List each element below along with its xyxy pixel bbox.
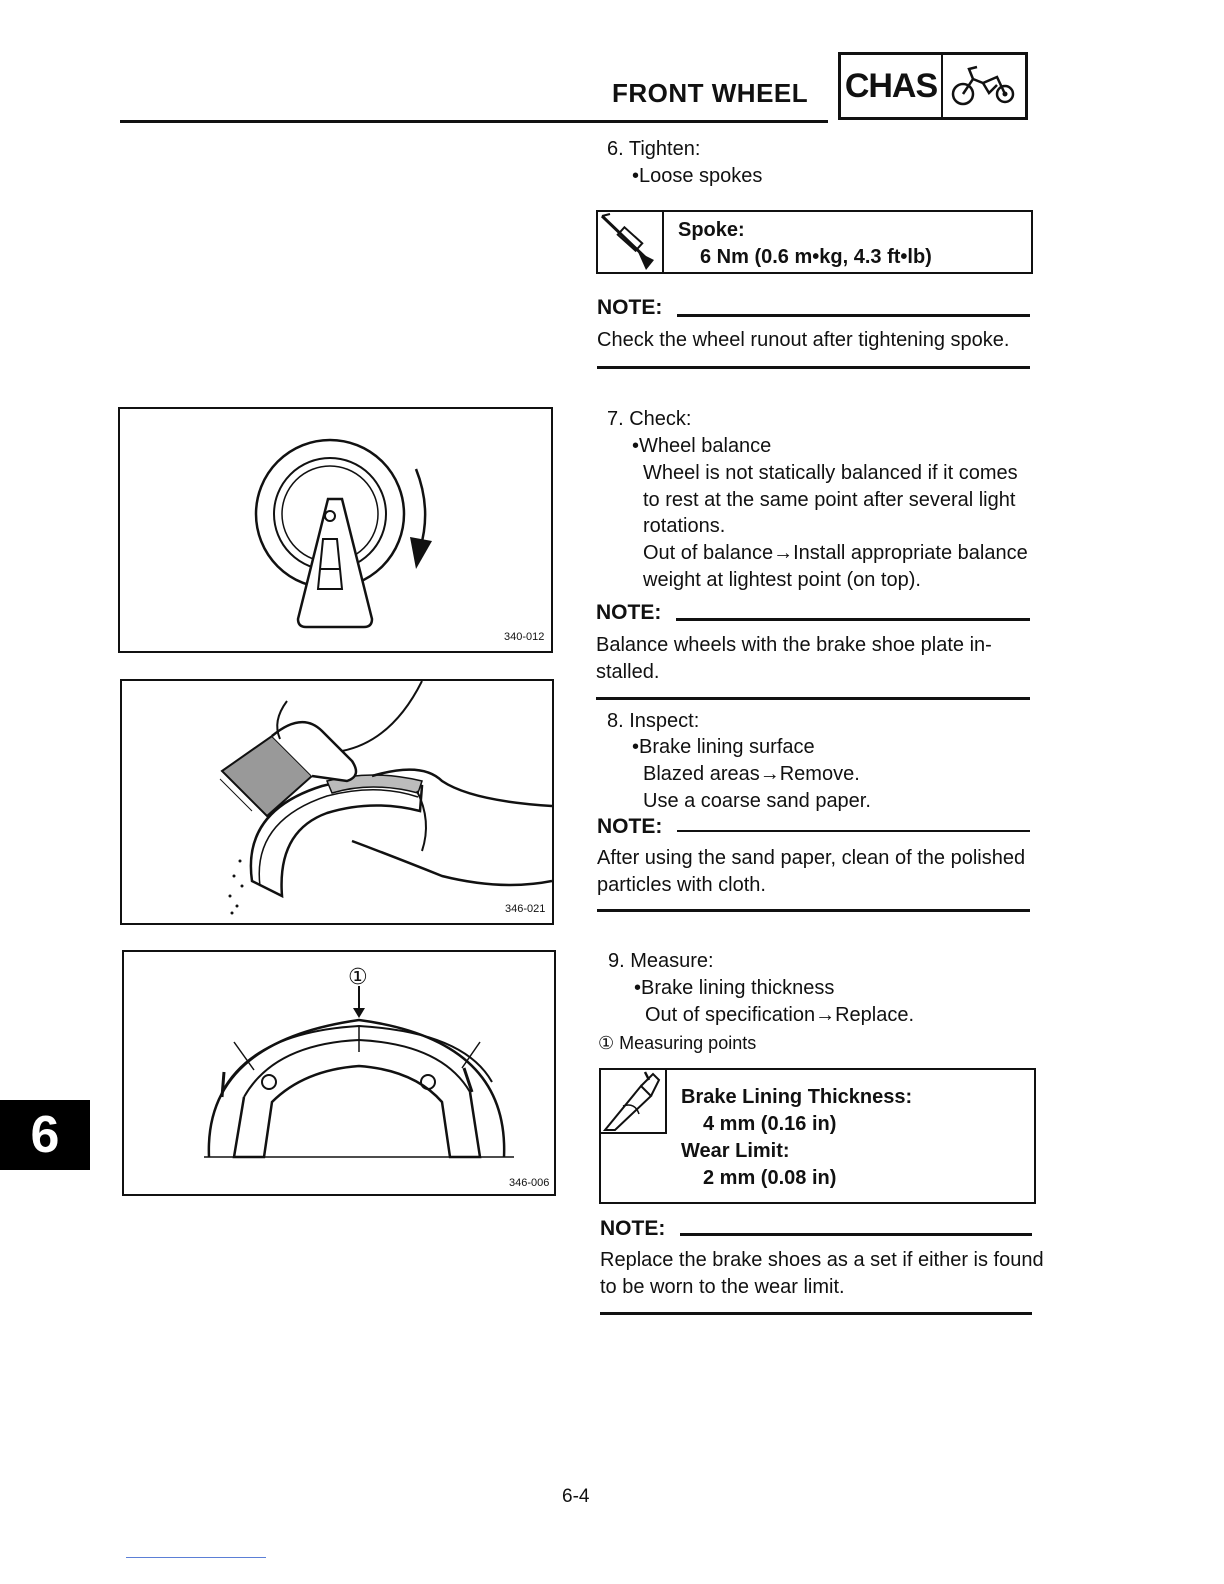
lining-thickness-label: Brake Lining Thickness: bbox=[681, 1086, 913, 1108]
step-7-body-line: Wheel is not statically balanced if it comes bbox=[643, 462, 1018, 484]
step-7-heading: 7. Check: bbox=[607, 408, 692, 430]
note-text: particles with cloth. bbox=[597, 874, 766, 896]
chapter-code: CHAS bbox=[841, 55, 943, 117]
chapter-code-box bbox=[838, 52, 1028, 120]
step-9-body-line: Out of specification→Replace. bbox=[645, 1004, 915, 1026]
header-rule bbox=[120, 120, 828, 123]
step-8-heading: 8. Inspect: bbox=[607, 710, 700, 732]
step-7-body-line: weight at lightest point (on top). bbox=[643, 569, 921, 591]
note-text: to be worn to the wear limit. bbox=[600, 1276, 845, 1298]
wheel-balance-illustration bbox=[120, 409, 551, 651]
note-text: stalled. bbox=[596, 661, 660, 683]
measuring-points-legend: ① Measuring points bbox=[598, 1033, 757, 1053]
step-9-bullet: •Brake lining thickness bbox=[634, 977, 835, 999]
step-7-body-line: to rest at the same point after several light bbox=[643, 489, 1016, 511]
spoke-spec-value: 6 Nm (0.6 m•kg, 4.3 ft•lb) bbox=[700, 246, 932, 268]
motorcycle-icon bbox=[943, 55, 1025, 117]
figure-code: 346-006 bbox=[509, 1177, 550, 1189]
page-number: 6-4 bbox=[562, 1486, 590, 1507]
note-rule bbox=[677, 830, 1030, 832]
figure-code: 346-021 bbox=[505, 903, 546, 915]
note-text: After using the sand paper, clean of the polished bbox=[597, 847, 1026, 869]
lining-thickness-value: 4 mm (0.16 in) bbox=[703, 1113, 837, 1135]
note-label: NOTE: bbox=[600, 1217, 666, 1240]
step-7-bullet: •Wheel balance bbox=[632, 435, 772, 457]
torque-wrench-icon bbox=[598, 212, 664, 274]
step-7-body-line: Out of balance→Install appropriate balance bbox=[643, 542, 1028, 564]
step-9-heading: 9. Measure: bbox=[608, 950, 714, 972]
step-6-bullet: •Loose spokes bbox=[632, 165, 763, 187]
note-rule bbox=[677, 314, 1030, 317]
step-6-heading: 6. Tighten: bbox=[607, 138, 701, 160]
brake-shoe-measuring-illustration bbox=[124, 952, 554, 1194]
brake-lining-spec-box bbox=[599, 1068, 1036, 1204]
caliper-icon bbox=[601, 1070, 667, 1134]
note-label: NOTE: bbox=[597, 815, 663, 838]
sanding-brake-shoe-illustration bbox=[122, 681, 552, 923]
section-divider bbox=[596, 697, 1030, 700]
section-divider bbox=[597, 909, 1030, 912]
note-label: NOTE: bbox=[597, 296, 663, 319]
step-7-body-line: rotations. bbox=[643, 515, 726, 537]
wear-limit-value: 2 mm (0.08 in) bbox=[703, 1167, 837, 1189]
section-divider bbox=[600, 1312, 1032, 1315]
section-title: FRONT WHEEL bbox=[612, 78, 809, 108]
note-rule bbox=[676, 618, 1030, 621]
step-8-bullet: •Brake lining surface bbox=[632, 736, 815, 758]
figure-brake-shoe-measuring bbox=[122, 950, 556, 1196]
bottom-link-underline bbox=[126, 1557, 266, 1558]
spoke-torque-spec-box bbox=[596, 210, 1033, 274]
spoke-spec-label: Spoke: bbox=[678, 219, 745, 241]
step-8-body-line: Blazed areas→Remove. bbox=[643, 763, 860, 785]
figure-code: 340-012 bbox=[504, 631, 545, 643]
step-8-body-line: Use a coarse sand paper. bbox=[643, 790, 871, 812]
note-rule bbox=[680, 1233, 1032, 1236]
figure-wheel-balance bbox=[118, 407, 553, 653]
note-label: NOTE: bbox=[596, 601, 662, 624]
measuring-point-callout: ① bbox=[348, 964, 368, 989]
note-text: Check the wheel runout after tightening spoke. bbox=[597, 329, 1010, 351]
note-text: Replace the brake shoes as a set if either is found bbox=[600, 1249, 1044, 1271]
section-divider bbox=[597, 366, 1030, 369]
note-text: Balance wheels with the brake shoe plate in- bbox=[596, 634, 992, 656]
figure-sanding-brake-shoe bbox=[120, 679, 554, 925]
wear-limit-label: Wear Limit: bbox=[681, 1140, 790, 1162]
chapter-tab: 6 bbox=[0, 1100, 90, 1170]
